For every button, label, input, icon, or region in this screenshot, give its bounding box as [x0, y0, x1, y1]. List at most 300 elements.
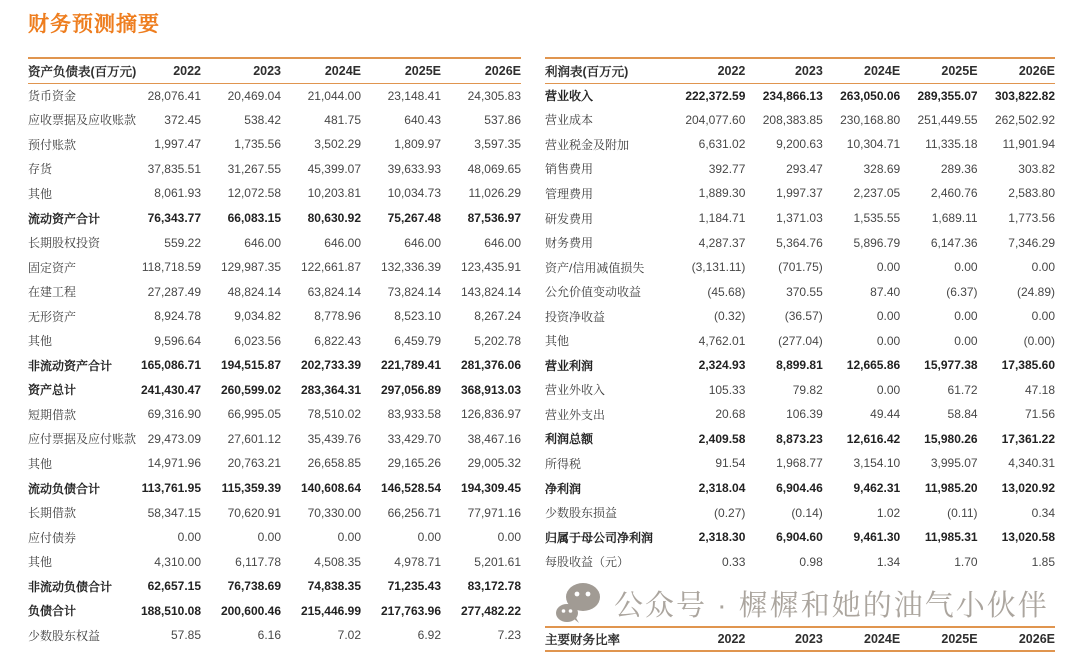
- cell-value: 222,372.59: [685, 88, 746, 103]
- cell-value: 73,824.14: [387, 284, 441, 299]
- cell-value: 11,985.31: [924, 530, 978, 545]
- cell-value: 241,430.47: [140, 382, 201, 397]
- row-label: 流动负债合计: [28, 481, 101, 496]
- cell-value: 12,072.58: [227, 186, 281, 201]
- row-label: 营业收入: [545, 89, 594, 104]
- cell-value: 11,335.18: [925, 137, 978, 152]
- cell-value: 297,056.89: [380, 382, 441, 397]
- cell-value: 83,933.58: [387, 407, 441, 422]
- row-label: 管理费用: [545, 186, 594, 201]
- cell-value: 146,528.54: [380, 481, 441, 496]
- cell-value: 7.02: [337, 628, 361, 643]
- cell-value: 1.70: [954, 554, 978, 569]
- row-label: 资产总计: [28, 383, 77, 398]
- table-row: [28, 623, 521, 648]
- cell-value: 646.00: [484, 235, 521, 250]
- cell-value: 29,473.09: [147, 431, 201, 446]
- table-row: [28, 181, 521, 206]
- row-label: 其他: [28, 186, 53, 201]
- table-row: [28, 598, 521, 623]
- table-row: [545, 206, 1055, 231]
- cell-value: 87,536.97: [467, 211, 521, 225]
- cell-value: 79.82: [792, 382, 823, 397]
- cell-value: 24,305.83: [467, 88, 521, 103]
- cell-value: 4,978.71: [394, 554, 441, 569]
- row-label: 预付账款: [28, 137, 77, 152]
- table-row: [545, 476, 1055, 501]
- cell-value: 122,661.87: [300, 260, 361, 275]
- cell-value: 303.82: [1018, 161, 1055, 176]
- table-row: [545, 402, 1055, 427]
- cell-value: 0.00: [876, 333, 901, 348]
- cell-value: 63,824.14: [307, 284, 361, 299]
- cell-value: 221,789.41: [380, 358, 441, 373]
- cell-value: 9,596.64: [154, 333, 201, 348]
- cell-value: 6.16: [257, 628, 281, 643]
- cell-value: 35,439.76: [307, 431, 361, 446]
- table-title: 主要财务比率: [545, 627, 668, 651]
- cell-value: 1,968.77: [776, 456, 823, 471]
- cell-value: 132,336.39: [380, 260, 441, 275]
- cell-value: 3,502.29: [314, 137, 361, 152]
- cell-value: 87.40: [870, 284, 901, 299]
- cell-value: 283,364.31: [300, 382, 361, 397]
- cell-value: 45,399.07: [307, 161, 361, 176]
- cell-value: 26,658.85: [307, 456, 361, 471]
- cell-value: 1.02: [876, 505, 901, 520]
- table-row: [545, 304, 1055, 329]
- cell-value: 2,324.93: [698, 358, 746, 373]
- cell-value: 646.00: [324, 235, 361, 250]
- year-column-header: 2022: [121, 58, 201, 83]
- cell-value: 1,773.56: [1008, 211, 1055, 225]
- table-row: [28, 328, 521, 353]
- table-row: [545, 451, 1055, 476]
- row-label: 其他: [28, 334, 53, 349]
- cell-value: (6.37): [946, 284, 978, 299]
- cell-value: 71.56: [1024, 407, 1055, 422]
- cell-value: 4,287.37: [698, 235, 746, 250]
- cell-value: 10,203.81: [307, 186, 361, 201]
- cell-value: 0.98: [799, 554, 823, 569]
- table-row: [28, 378, 521, 403]
- cell-value: 372.45: [164, 112, 201, 127]
- cell-value: 200,600.46: [220, 603, 281, 618]
- table-row: [28, 83, 521, 108]
- cell-value: 69,316.90: [147, 407, 201, 422]
- row-label: 利润总额: [545, 432, 594, 447]
- cell-value: 77,971.16: [467, 505, 521, 520]
- income-statement-header-row: [545, 58, 1055, 83]
- page-title: 财务预测摘要: [28, 13, 160, 36]
- row-label: 财务费用: [545, 236, 594, 251]
- cell-value: 281,376.06: [460, 358, 521, 373]
- table-row: [28, 402, 521, 427]
- cell-value: 4,508.35: [314, 554, 361, 569]
- year-column-header: 2023: [745, 627, 822, 651]
- cell-value: 11,026.29: [468, 186, 521, 201]
- row-label: 负债合计: [28, 604, 77, 619]
- cell-value: 66,256.71: [387, 505, 441, 520]
- cell-value: 7,346.29: [1008, 235, 1055, 250]
- cell-value: 9,462.31: [853, 481, 901, 496]
- key-ratios-table: [545, 626, 1055, 652]
- cell-value: 538.42: [244, 112, 281, 127]
- cell-value: 9,200.63: [776, 137, 823, 152]
- income-statement-table: [545, 57, 1055, 574]
- cell-value: 5,364.76: [776, 235, 823, 250]
- cell-value: 6,904.60: [776, 530, 823, 545]
- cell-value: 1,809.97: [394, 137, 441, 152]
- row-label: 少数股东权益: [28, 628, 101, 643]
- cell-value: (24.89): [1016, 284, 1055, 299]
- cell-value: 29,005.32: [467, 456, 521, 471]
- cell-value: 303,822.82: [994, 88, 1055, 103]
- cell-value: (0.32): [714, 309, 746, 324]
- cell-value: 2,583.80: [1008, 186, 1055, 201]
- cell-value: 4,762.01: [698, 333, 746, 348]
- cell-value: 38,467.16: [467, 431, 521, 446]
- table-row: [28, 304, 521, 329]
- cell-value: 20.68: [715, 407, 746, 422]
- row-label: 应付债券: [28, 530, 77, 545]
- row-label: 货币资金: [28, 89, 77, 104]
- cell-value: 0.00: [337, 530, 361, 545]
- cell-value: 48,824.14: [227, 284, 281, 299]
- cell-value: 234,866.13: [762, 88, 823, 103]
- cell-value: 188,510.08: [140, 603, 201, 618]
- table-row: [28, 476, 521, 501]
- cell-value: 4,340.31: [1008, 456, 1055, 471]
- cell-value: 13,020.92: [1001, 481, 1055, 496]
- cell-value: 8,267.24: [474, 309, 521, 324]
- row-label: 其他: [28, 456, 53, 471]
- cell-value: 91.54: [715, 456, 746, 471]
- cell-value: 8,061.93: [154, 186, 201, 201]
- cell-value: 15,977.38: [924, 358, 978, 373]
- cell-value: 2,409.58: [698, 431, 746, 446]
- cell-value: (3,131.11): [691, 260, 746, 275]
- row-label: 营业成本: [545, 113, 594, 128]
- row-label: 归属于母公司净利润: [545, 530, 654, 545]
- cell-value: 126,836.97: [460, 407, 521, 422]
- table-row: [545, 353, 1055, 378]
- cell-value: 1,371.03: [776, 211, 823, 225]
- cell-value: 76,343.77: [147, 211, 201, 225]
- cell-value: 251,449.55: [917, 112, 978, 127]
- cell-value: 23,148.41: [387, 88, 441, 103]
- cell-value: 262,502.92: [994, 112, 1055, 127]
- cell-value: 6,904.46: [776, 481, 823, 496]
- cell-value: 71,235.43: [387, 579, 441, 594]
- cell-value: 481.75: [324, 112, 361, 127]
- cell-value: 194,309.45: [460, 481, 521, 496]
- cell-value: 8,899.81: [776, 358, 823, 373]
- table-row: [545, 181, 1055, 206]
- cell-value: 6,822.43: [314, 333, 361, 348]
- cell-value: 289.36: [940, 161, 978, 176]
- cell-value: 57.85: [170, 628, 201, 643]
- cell-value: 640.43: [404, 112, 441, 127]
- balance-sheet-table: [28, 57, 521, 648]
- cell-value: 9,461.30: [853, 530, 901, 545]
- cell-value: 9,034.82: [234, 309, 281, 324]
- cell-value: 0.00: [876, 260, 901, 275]
- cell-value: 8,873.23: [776, 431, 823, 446]
- row-label: 短期借款: [28, 407, 77, 422]
- year-column-header: 2026E: [978, 58, 1055, 83]
- cell-value: 14,971.96: [147, 456, 201, 471]
- cell-value: 7.23: [497, 628, 521, 643]
- cell-value: 646.00: [404, 235, 441, 250]
- cell-value: 2,237.05: [853, 186, 901, 201]
- cell-value: 123,435.91: [460, 260, 521, 275]
- row-label: 流动资产合计: [28, 211, 101, 226]
- cell-value: 15,980.26: [924, 431, 978, 446]
- table-row: [545, 427, 1055, 452]
- cell-value: 28,076.41: [147, 88, 201, 103]
- cell-value: 6.92: [417, 628, 441, 643]
- row-label: 营业外支出: [545, 407, 606, 422]
- cell-value: 368,913.03: [460, 382, 521, 397]
- table-row: [28, 549, 521, 574]
- cell-value: 0.00: [1031, 260, 1055, 275]
- cell-value: (277.04): [778, 333, 823, 348]
- row-label: 销售费用: [545, 162, 594, 177]
- cell-value: 1.85: [1031, 554, 1055, 569]
- cell-value: 115,359.39: [221, 481, 281, 496]
- cell-value: 74,838.35: [307, 579, 361, 594]
- cell-value: 29,165.26: [387, 456, 441, 471]
- year-column-header: 2026E: [978, 627, 1055, 651]
- row-label: 应收票据及应收账款: [28, 113, 137, 128]
- cell-value: 70,620.91: [227, 505, 281, 520]
- cell-value: (45.68): [707, 284, 746, 299]
- row-label: 研发费用: [545, 211, 594, 226]
- cell-value: 47.18: [1024, 382, 1055, 397]
- year-column-header: 2024E: [823, 627, 900, 651]
- cell-value: 80,630.92: [307, 211, 361, 225]
- cell-value: 6,147.36: [930, 235, 978, 250]
- cell-value: 2,318.04: [698, 481, 746, 496]
- cell-value: 129,987.35: [220, 260, 281, 275]
- table-row: [545, 255, 1055, 280]
- cell-value: 37,835.51: [147, 161, 201, 176]
- row-label: 存货: [28, 162, 53, 177]
- row-label: 营业利润: [545, 358, 594, 373]
- cell-value: 0.00: [257, 530, 281, 545]
- watermark: [554, 582, 1049, 624]
- table-row: [28, 255, 521, 280]
- table-row: [28, 279, 521, 304]
- cell-value: 8,924.78: [154, 309, 201, 324]
- cell-value: 230,168.80: [840, 112, 901, 127]
- table-row: [28, 230, 521, 255]
- cell-value: 202,733.39: [300, 358, 361, 373]
- year-column-header: 2022: [668, 627, 745, 651]
- row-label: 长期股权投资: [28, 236, 101, 251]
- table-row: [545, 279, 1055, 304]
- row-label: 所得税: [545, 456, 582, 471]
- row-label: 在建工程: [28, 285, 77, 300]
- cell-value: 58.84: [947, 407, 978, 422]
- cell-value: 10,304.71: [846, 137, 901, 152]
- cell-value: 208,383.85: [762, 112, 823, 127]
- cell-value: 1.34: [876, 554, 901, 569]
- cell-value: 1,689.11: [931, 211, 978, 225]
- cell-value: 49.44: [870, 407, 901, 422]
- cell-value: 215,446.99: [300, 603, 361, 618]
- year-column-header: 2026E: [441, 58, 521, 83]
- cell-value: 31,267.55: [227, 161, 281, 176]
- row-label: 无形资产: [28, 309, 77, 324]
- cell-value: 263,050.06: [840, 88, 901, 103]
- cell-value: 106.39: [786, 407, 823, 422]
- cell-value: 140,608.64: [300, 481, 361, 496]
- row-label: 长期借款: [28, 506, 77, 521]
- table-title: 利润表(百万元): [545, 58, 668, 83]
- row-label: 每股收益（元）: [545, 555, 630, 570]
- table-row: [545, 525, 1055, 550]
- table-row: [28, 108, 521, 133]
- row-label: 投资净收益: [545, 309, 606, 324]
- cell-value: 2,318.30: [698, 530, 746, 545]
- balance-sheet-header-row: [28, 58, 521, 83]
- year-column-header: 2025E: [900, 58, 977, 83]
- cell-value: 113,761.95: [141, 481, 201, 496]
- cell-value: 0.00: [876, 309, 901, 324]
- cell-value: 1,997.47: [154, 137, 201, 152]
- cell-value: 0.00: [177, 530, 201, 545]
- year-column-header: 2023: [745, 58, 822, 83]
- cell-value: 48,069.65: [467, 161, 521, 176]
- row-label: 非流动资产合计: [28, 358, 113, 373]
- cell-value: 646.00: [244, 235, 281, 250]
- year-column-header: 2025E: [361, 58, 441, 83]
- cell-value: 277,482.22: [460, 603, 521, 618]
- cell-value: (0.14): [791, 505, 823, 520]
- cell-value: 0.00: [1031, 309, 1055, 324]
- table-row: [545, 230, 1055, 255]
- cell-value: 10,034.73: [387, 186, 441, 201]
- table-row: [545, 157, 1055, 182]
- cell-value: 1,735.56: [234, 137, 281, 152]
- cell-value: 4,310.00: [154, 554, 201, 569]
- cell-value: 1,997.37: [776, 186, 823, 201]
- table-row: [545, 132, 1055, 157]
- cell-value: (36.57): [784, 309, 823, 324]
- cell-value: 78,510.02: [307, 407, 361, 422]
- cell-value: 0.33: [722, 554, 746, 569]
- table-row: [28, 353, 521, 378]
- table-row: [28, 132, 521, 157]
- cell-value: (0.00): [1023, 333, 1055, 348]
- year-column-header: 2023: [201, 58, 281, 83]
- cell-value: 5,202.78: [474, 333, 521, 348]
- cell-value: 75,267.48: [387, 211, 441, 225]
- table-row: [28, 427, 521, 452]
- cell-value: 39,633.93: [387, 161, 441, 176]
- table-row: [28, 525, 521, 550]
- wechat-icon: [554, 582, 602, 624]
- year-column-header: 2025E: [900, 627, 977, 651]
- cell-value: 3,154.10: [853, 456, 901, 471]
- cell-value: 11,985.20: [924, 481, 978, 496]
- cell-value: 260,599.02: [220, 382, 281, 397]
- cell-value: 143,824.14: [460, 284, 521, 299]
- cell-value: 1,184.71: [698, 211, 746, 225]
- cell-value: 217,763.96: [380, 603, 441, 618]
- cell-value: 370.55: [786, 284, 823, 299]
- cell-value: 559.22: [164, 235, 201, 250]
- cell-value: 204,077.60: [685, 112, 746, 127]
- cell-value: 20,469.04: [227, 88, 281, 103]
- cell-value: 27,601.12: [227, 431, 281, 446]
- table-row: [545, 83, 1055, 108]
- key-ratios-header-row: [545, 627, 1055, 651]
- cell-value: 13,020.58: [1001, 530, 1055, 545]
- cell-value: 328.69: [863, 161, 901, 176]
- cell-value: 66,995.05: [227, 407, 281, 422]
- table-row: [545, 549, 1055, 574]
- cell-value: (0.11): [947, 505, 978, 520]
- cell-value: 6,631.02: [698, 137, 746, 152]
- cell-value: 289,355.07: [917, 88, 978, 103]
- cell-value: 83,172.78: [467, 579, 521, 594]
- cell-value: 194,515.87: [220, 358, 281, 373]
- cell-value: 2,460.76: [930, 186, 978, 201]
- table-row: [545, 500, 1055, 525]
- cell-value: (701.75): [778, 260, 823, 275]
- cell-value: 3,995.07: [930, 456, 978, 471]
- table-row: [545, 108, 1055, 133]
- cell-value: 0.00: [954, 309, 978, 324]
- row-label: 营业税金及附加: [545, 137, 630, 152]
- cell-value: 105.33: [708, 382, 746, 397]
- cell-value: 165,086.71: [140, 358, 201, 373]
- cell-value: 118,718.59: [141, 260, 201, 275]
- cell-value: 0.00: [497, 530, 521, 545]
- row-label: 净利润: [545, 481, 582, 496]
- cell-value: 0.00: [954, 333, 978, 348]
- table-row: [28, 500, 521, 525]
- table-title: 资产负债表(百万元): [28, 58, 121, 83]
- cell-value: 5,201.61: [474, 554, 521, 569]
- cell-value: 5,896.79: [853, 235, 901, 250]
- cell-value: 293.47: [786, 161, 823, 176]
- cell-value: 6,459.79: [394, 333, 441, 348]
- row-label: 其他: [545, 334, 570, 349]
- row-label: 固定资产: [28, 260, 77, 275]
- cell-value: 0.00: [954, 260, 978, 275]
- cell-value: (0.27): [714, 505, 746, 520]
- cell-value: 58,347.15: [147, 505, 201, 520]
- cell-value: 17,385.60: [1001, 358, 1055, 373]
- cell-value: 8,778.96: [314, 309, 361, 324]
- cell-value: 8,523.10: [394, 309, 441, 324]
- cell-value: 6,117.78: [235, 554, 281, 569]
- cell-value: 0.00: [876, 382, 901, 397]
- table-row: [28, 574, 521, 599]
- cell-value: 6,023.56: [234, 333, 281, 348]
- cell-value: 0.00: [417, 530, 441, 545]
- row-label: 应付票据及应付账款: [28, 432, 137, 447]
- cell-value: 12,665.86: [846, 358, 901, 373]
- cell-value: 62,657.15: [147, 579, 201, 594]
- table-row: [28, 157, 521, 182]
- cell-value: 70,330.00: [307, 505, 361, 520]
- year-column-header: 2024E: [281, 58, 361, 83]
